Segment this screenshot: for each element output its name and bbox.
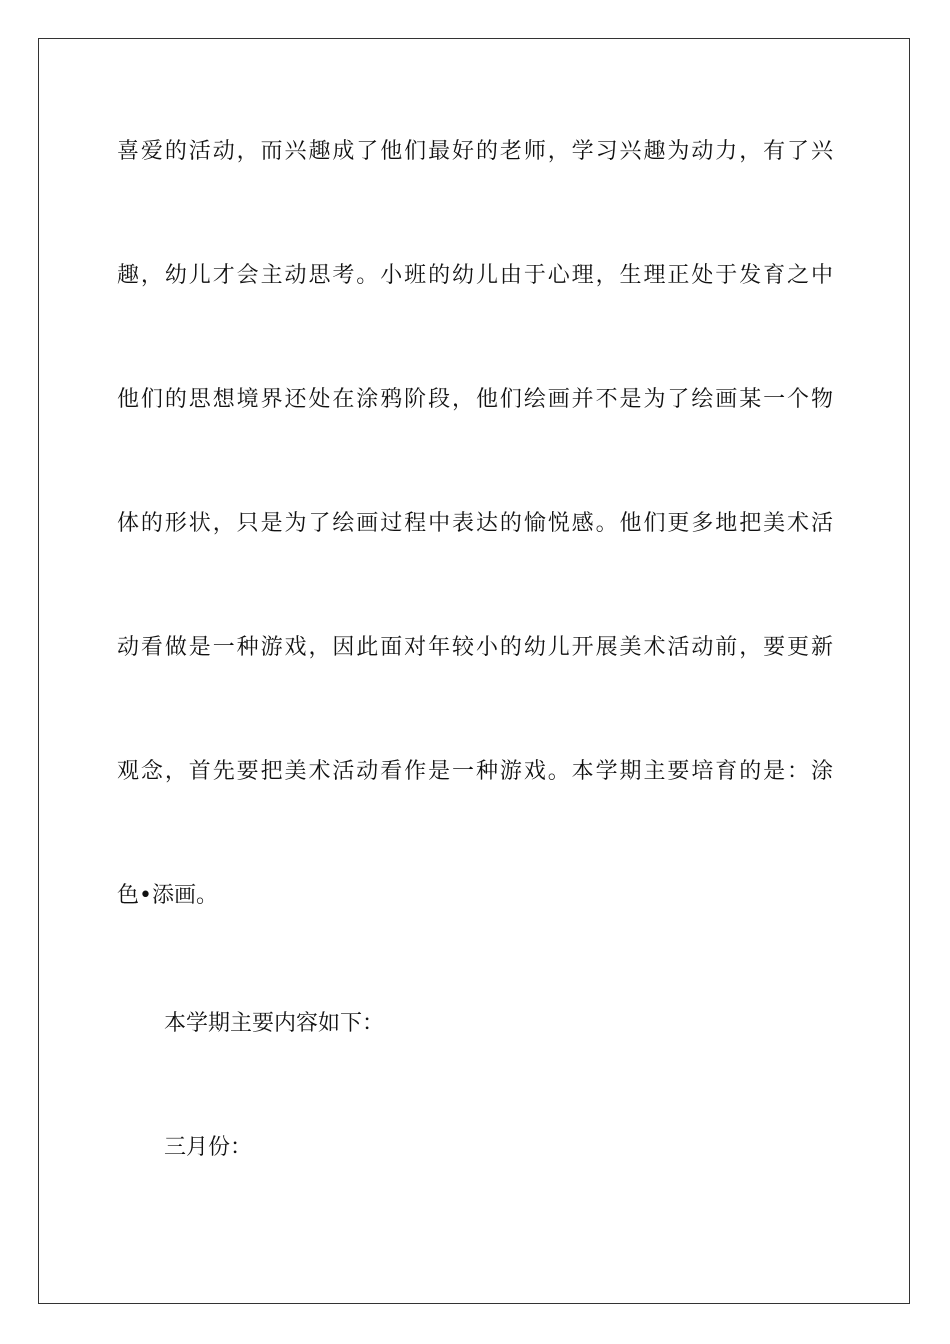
paragraph-line-1: 喜爱的活动，而兴趣成了他们最好的老师，学习兴趣为动力，有了兴: [117, 139, 833, 164]
page-frame: [38, 38, 910, 1304]
paragraph-line-7: 色•添画。: [117, 883, 218, 908]
paragraph-line-6: 观念，首先要把美术活动看作是一种游戏。本学期主要培育的是：涂: [117, 759, 833, 784]
paragraph-line-5: 动看做是一种游戏，因此面对年较小的幼儿开展美术活动前，要更新: [117, 635, 833, 660]
paragraph-line-2: 趣，幼儿才会主动思考。小班的幼儿由于心理，生理正处于发育之中: [117, 263, 833, 288]
section-heading: 本学期主要内容如下：: [164, 1011, 385, 1036]
paragraph-line-3: 他们的思想境界还处在涂鸦阶段，他们绘画并不是为了绘画某一个物: [117, 387, 833, 412]
paragraph-line-4: 体的形状，只是为了绘画过程中表达的愉悦感。他们更多地把美术活: [117, 511, 833, 536]
month-heading: 三月份：: [164, 1135, 253, 1160]
